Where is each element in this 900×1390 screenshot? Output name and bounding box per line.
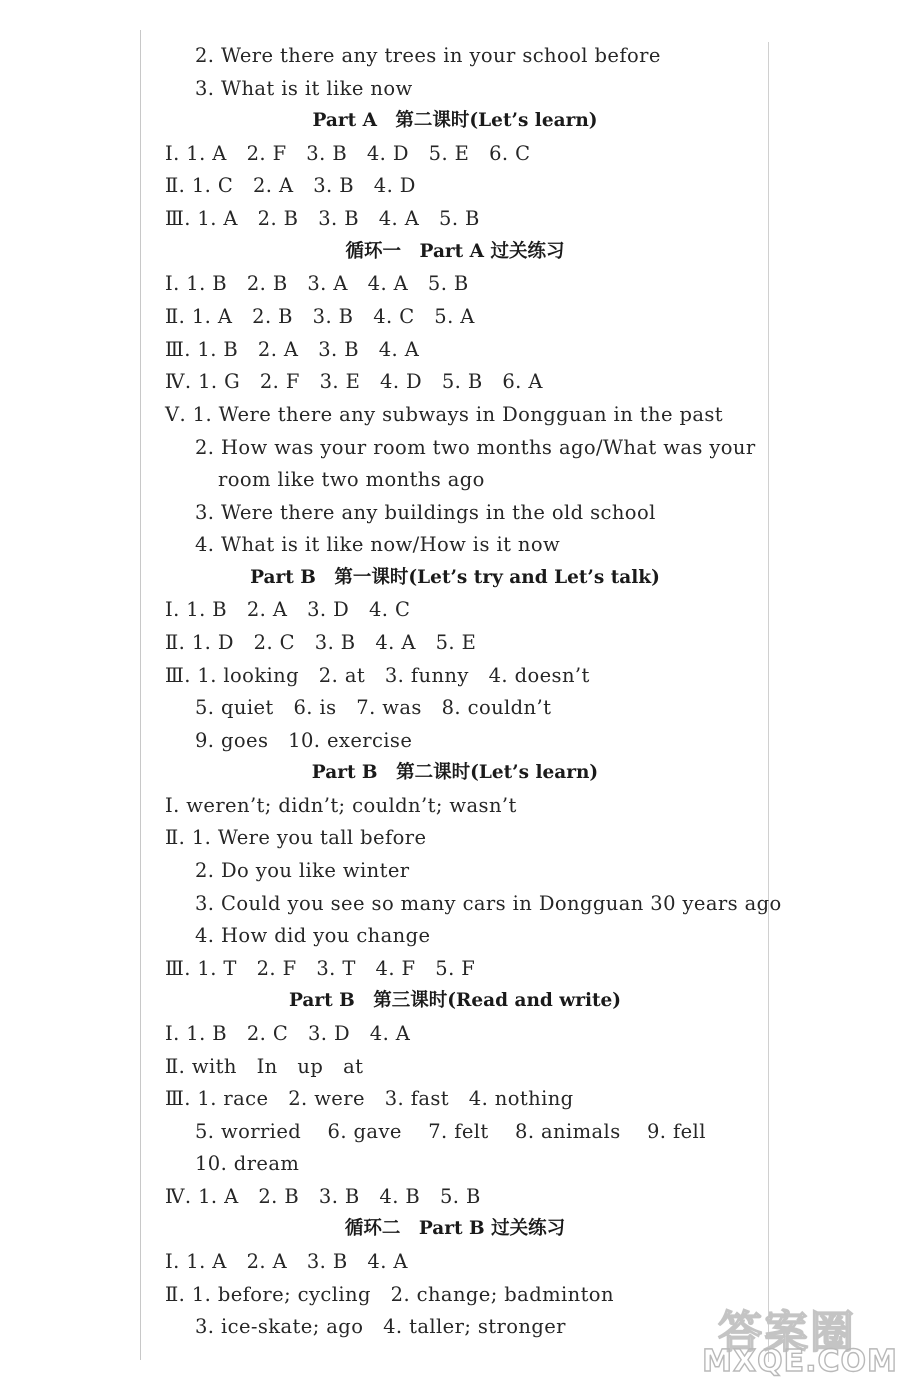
answer-line: Ⅲ. 1. A 2. B 3. B 4. A 5. B	[165, 207, 480, 230]
section-heading: Part B 第一课时(Let’s try and Let’s talk)	[250, 567, 660, 588]
answer-line: 3. Were there any buildings in the old school	[195, 501, 656, 524]
answer-line: Ⅰ. 1. B 2. A 3. D 4. C	[165, 598, 411, 621]
answer-line: 3. What is it like now	[195, 77, 413, 100]
answer-line: 4. What is it like now/How is it now	[195, 533, 561, 556]
section-heading: 循环一 Part A 过关练习	[345, 241, 565, 262]
answer-line: 9. goes 10. exercise	[195, 729, 413, 752]
answer-line: Ⅱ. 1. D 2. C 3. B 4. A 5. E	[165, 631, 477, 654]
answer-line: Ⅰ. weren’t; didn’t; couldn’t; wasn’t	[165, 794, 517, 817]
answer-line: 3. ice-skate; ago 4. taller; stronger	[195, 1315, 566, 1338]
answer-line: Ⅲ. 1. looking 2. at 3. funny 4. doesn’t	[165, 664, 590, 687]
watermark-text: MXQE.COM	[702, 1344, 898, 1379]
answer-line: 4. How did you change	[195, 924, 431, 947]
answer-line: 5. worried 6. gave 7. felt 8. animals 9. fell	[195, 1120, 706, 1143]
answer-line: Ⅰ. 1. A 2. F 3. B 4. D 5. E 6. C	[165, 142, 531, 165]
site-watermark	[700, 1296, 900, 1390]
answer-line: Ⅲ. 1. T 2. F 3. T 4. F 5. F	[165, 957, 476, 980]
right-margin-rule	[768, 42, 769, 1362]
section-heading: Part B 第二课时(Let’s learn)	[311, 762, 599, 783]
answer-line: Ⅴ. 1. Were there any subways in Dongguan in the past	[165, 403, 724, 426]
answer-line: 3. Could you see so many cars in Dongguan 30 years ago	[195, 892, 782, 915]
answer-line: 2. How was your room two months ago/What was your	[195, 436, 756, 459]
answer-line: Ⅳ. 1. G 2. F 3. E 4. D 5. B 6. A	[165, 370, 543, 393]
answer-line: room like two months ago	[218, 468, 485, 491]
answer-line: Ⅱ. 1. Were you tall before	[165, 826, 427, 849]
answer-line: Ⅲ. 1. B 2. A 3. B 4. A	[165, 338, 420, 361]
answer-line: 10. dream	[195, 1152, 300, 1175]
section-heading: Part A 第二课时(Let’s learn)	[312, 110, 598, 131]
answer-line: Ⅲ. 1. race 2. were 3. fast 4. nothing	[165, 1087, 574, 1110]
section-heading: Part B 第三课时(Read and write)	[288, 990, 622, 1011]
answer-line: Ⅰ. 1. A 2. A 3. B 4. A	[165, 1250, 408, 1273]
answer-line: Ⅰ. 1. B 2. C 3. D 4. A	[165, 1022, 411, 1045]
answer-line: 5. quiet 6. is 7. was 8. couldn’t	[195, 696, 552, 719]
answer-line: Ⅱ. 1. C 2. A 3. B 4. D	[165, 174, 416, 197]
answer-line: 2. Were there any trees in your school before	[195, 44, 661, 67]
answer-line: Ⅱ. 1. A 2. B 3. B 4. C 5. A	[165, 305, 475, 328]
left-margin-rule	[140, 30, 141, 1360]
answer-line: Ⅳ. 1. A 2. B 3. B 4. B 5. B	[165, 1185, 481, 1208]
watermark-glyphs: 答案圈	[718, 1307, 856, 1358]
answer-line: Ⅱ. 1. before; cycling 2. change; badminton	[165, 1283, 614, 1306]
answer-line: Ⅰ. 1. B 2. B 3. A 4. A 5. B	[165, 272, 469, 295]
answer-line: Ⅱ. with In up at	[165, 1055, 364, 1078]
answer-line: 2. Do you like winter	[195, 859, 410, 882]
section-heading: 循环二 Part B 过关练习	[344, 1218, 566, 1239]
